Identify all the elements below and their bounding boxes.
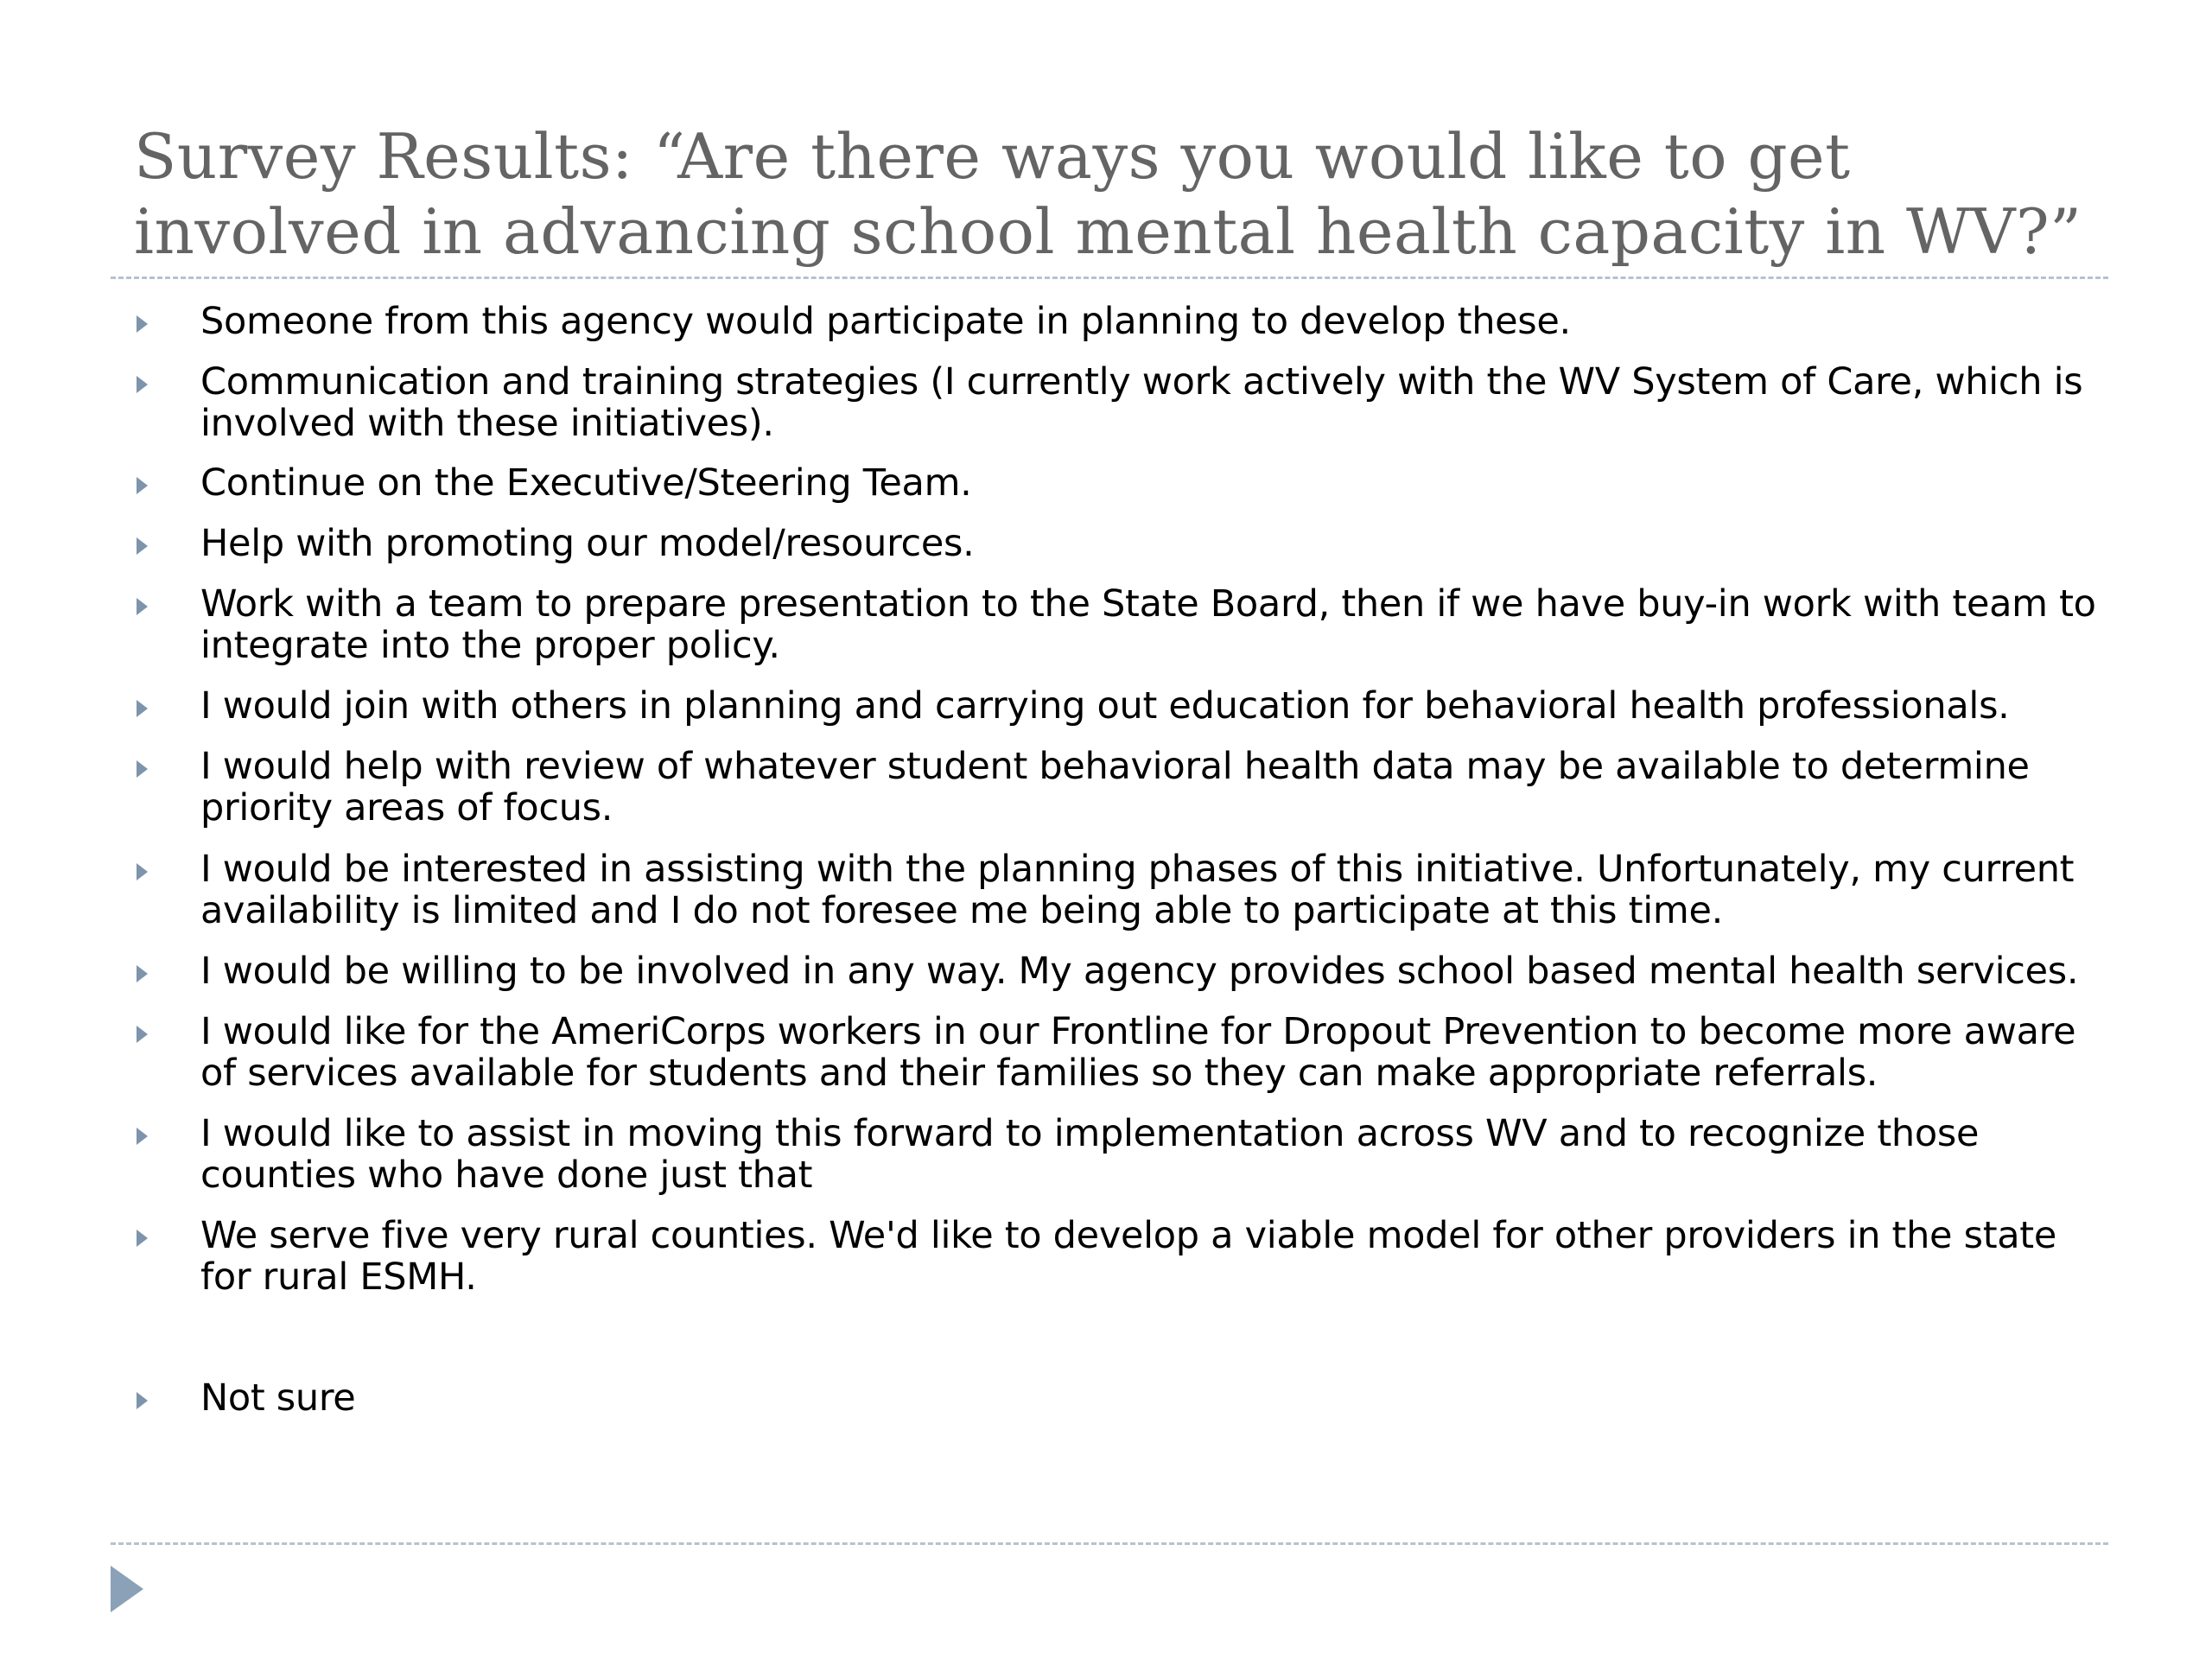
triangle-bullet-icon: [137, 1026, 148, 1043]
triangle-bullet-icon: [137, 315, 148, 333]
list-item-text: Continue on the Executive/Steering Team.: [200, 461, 972, 505]
list-item-text: Not sure: [200, 1376, 356, 1420]
list-item-text: Help with promoting our model/resources.: [200, 522, 975, 565]
triangle-bullet-icon: [137, 477, 148, 494]
triangle-bullet-icon: [137, 760, 148, 778]
triangle-bullet-icon: [137, 700, 148, 717]
list-item-text: I would be interested in assisting with the planning phases of this initiative. Unfortunately, my current availability is limited and I do not foresee me being able to participate at this time.: [200, 848, 2075, 932]
triangle-bullet-icon: [137, 1128, 148, 1145]
triangle-bullet-icon: [137, 376, 148, 393]
triangle-bullet-icon: [137, 863, 148, 880]
list-item-text: I would be willing to be involved in any way. My agency provides school based mental health services.: [200, 950, 2079, 993]
title-divider: [111, 276, 2108, 279]
footer-divider: [111, 1542, 2108, 1545]
list-item-text: Work with a team to prepare presentation to the State Board, then if we have buy-in work with team to integrate into the proper policy.: [200, 582, 2096, 667]
list-item-text: Someone from this agency would participate in planning to develop these.: [200, 300, 1571, 343]
list-item-text: I would like to assist in moving this forward to implementation across WV and to recognize those counties who have done just that: [200, 1112, 1980, 1197]
triangle-bullet-icon: [137, 965, 148, 982]
triangle-bullet-icon: [137, 598, 148, 615]
list-item-text: I would help with review of whatever student behavioral health data may be available to determine priority areas of focus.: [200, 745, 2030, 830]
list-item-text: Communication and training strategies (I currently work actively with the WV System of Care, which is involved with these initiatives).: [200, 360, 2083, 445]
triangle-bullet-icon: [137, 1230, 148, 1247]
triangle-play-icon: [111, 1566, 143, 1612]
slide-title: Survey Results: “Are there ways you would like to get involved in advancing school mental health capacity in WV?”: [134, 120, 2082, 268]
list-item-text: I would like for the AmeriCorps workers in our Frontline for Dropout Prevention to become more aware of services available for students and their families so they can make appropriate referrals.: [200, 1010, 2076, 1095]
list-item-text: I would join with others in planning and carrying out education for behavioral health professionals.: [200, 684, 2010, 728]
triangle-bullet-icon: [137, 537, 148, 555]
list-item-text: We serve five very rural counties. We'd like to develop a viable model for other providers in the state for rural ESMH.: [200, 1214, 2057, 1299]
triangle-bullet-icon: [137, 1392, 148, 1409]
